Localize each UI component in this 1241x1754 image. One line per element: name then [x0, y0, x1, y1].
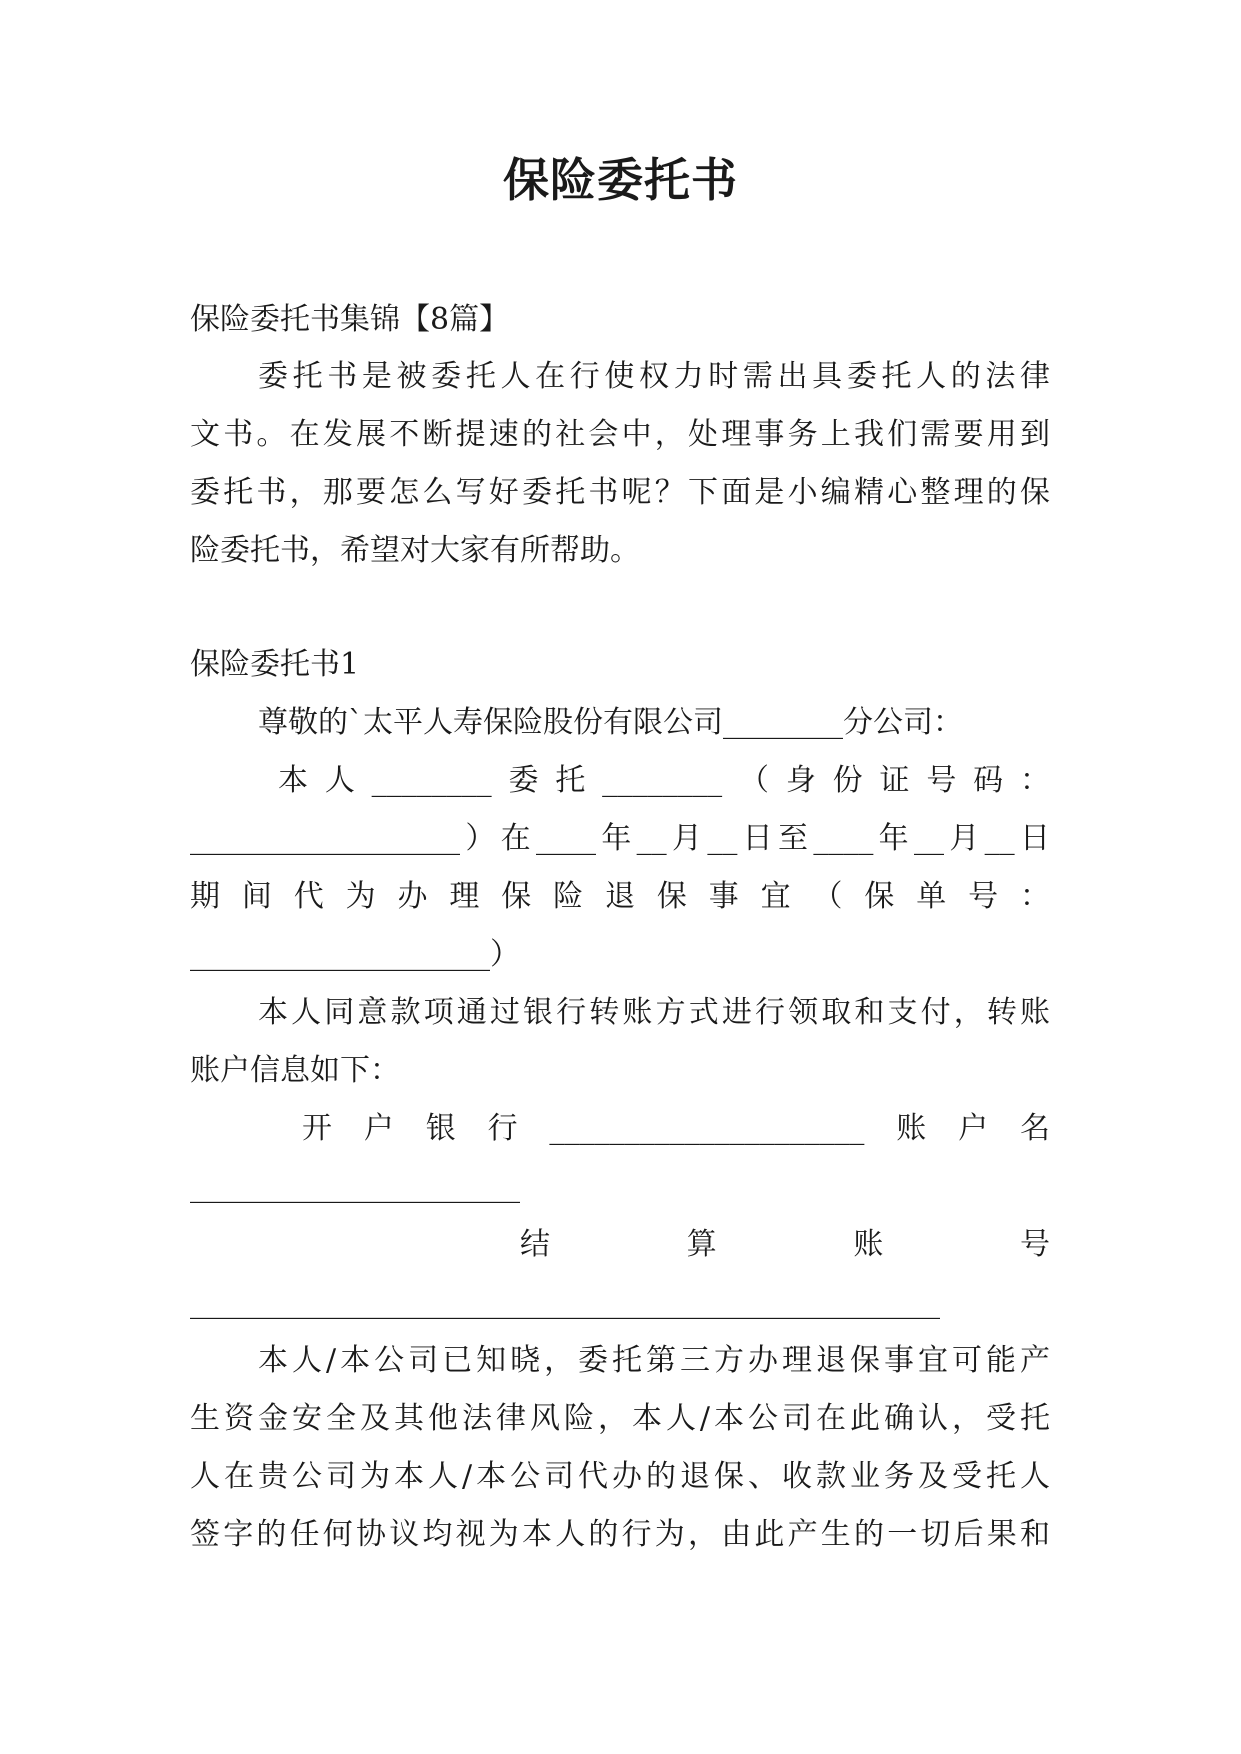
letter-line-bank: 开户银行_____________________账户名	[302, 1111, 1050, 1146]
letter-line-account-info: 账户信息如下：	[190, 1053, 400, 1088]
letter-line-settlement-blank: __________________________________________________	[190, 1285, 940, 1320]
letter-line-policy: 期间代为办理保险退保事宜（保单号：	[190, 879, 1050, 914]
intro-line-1: 委托书是被委托人在行使权力时需出具委托人的法律	[258, 359, 1050, 394]
letter-salutation: 尊敬的`太平人寿保险股份有限公司________分公司：	[258, 705, 963, 740]
letter-line-transfer: 本人同意款项通过银行转账方式进行领取和支付，转账	[258, 995, 1050, 1030]
letter-line-period: __________________）在____年__月__日至____年__月__日	[190, 821, 1050, 856]
letter-line-notice-1: 本人/本公司已知晓，委托第三方办理退保事宜可能产	[258, 1343, 1050, 1378]
letter-line-notice-3: 人在贵公司为本人/本公司代办的退保、收款业务及受托人	[190, 1459, 1050, 1494]
letter-line-notice-4: 签字的任何协议均视为本人的行为，由此产生的一切后果和	[190, 1517, 1050, 1552]
letter-line-notice-2: 生资金安全及其他法律风险，本人/本公司在此确认，受托	[190, 1401, 1050, 1436]
intro-line-4: 险委托书，希望对大家有所帮助。	[190, 533, 640, 568]
section-title: 保险委托书1	[190, 647, 360, 682]
intro-line-3: 委托书，那要怎么写好委托书呢？下面是小编精心整理的保	[190, 475, 1050, 510]
collection-heading: 保险委托书集锦【8篇】	[190, 302, 510, 337]
document-title: 保险委托书	[503, 153, 738, 207]
letter-line-settlement: 结算账号	[520, 1227, 1050, 1262]
letter-line-account-name-blank: ______________________	[190, 1169, 520, 1204]
intro-line-2: 文书。在发展不断提速的社会中，处理事务上我们需要用到	[190, 417, 1050, 452]
letter-line-agent: 本人________委托________（身份证号码：	[278, 763, 1050, 798]
letter-line-policy-blank: ____________________）	[190, 937, 520, 972]
